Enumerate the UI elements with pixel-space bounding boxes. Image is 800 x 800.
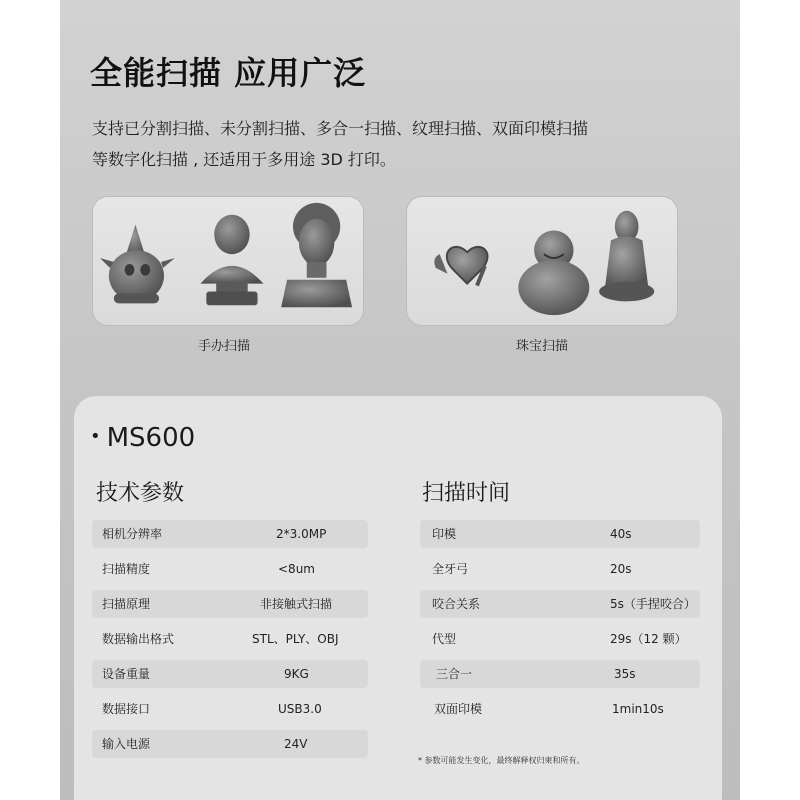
table-row	[92, 695, 368, 723]
table-row	[420, 625, 700, 653]
scan-value: 1min10s	[612, 702, 664, 716]
scan-label: 咬合关系	[432, 597, 481, 611]
intro-text	[92, 113, 588, 175]
model-name: MS600	[106, 423, 196, 453]
figurine-models-image	[93, 197, 363, 325]
scan-value: 35s	[614, 667, 636, 681]
spec-value: USB3.0	[278, 702, 322, 716]
page-headline: 全能扫描 应用广泛	[90, 54, 367, 92]
spec-label: 设备重量	[102, 667, 151, 681]
spec-label: 相机分辨率	[102, 527, 163, 541]
intro-line-2: 等数字化扫描 , 还适用于多用途 3D 打印。	[92, 150, 396, 169]
jewelry-models-image	[407, 197, 677, 325]
table-row	[92, 590, 368, 618]
model-title	[90, 423, 195, 453]
spec-label: 输入电源	[102, 737, 151, 751]
table-row	[420, 695, 700, 723]
table-row	[92, 555, 368, 583]
spec-label: 数据输出格式	[102, 632, 175, 646]
scan-time-title: 扫描时间	[422, 481, 511, 506]
spec-value: <8um	[278, 562, 315, 576]
table-row	[92, 625, 368, 653]
spec-value: 2*3.0MP	[276, 527, 327, 541]
footnote-disclaimer: * 参数可能发生变化，最终解释权归柬和所有。	[418, 756, 585, 765]
table-row	[92, 660, 368, 688]
spec-value: 非接触式扫描	[260, 597, 333, 611]
table-row	[420, 660, 700, 688]
table-row	[92, 520, 368, 548]
spec-value: 9KG	[284, 667, 309, 681]
scan-label: 全牙弓	[432, 562, 469, 576]
figurine-showcase-card	[92, 196, 364, 326]
spec-label: 扫描精度	[102, 562, 151, 576]
table-row	[420, 520, 700, 548]
spec-value: STL、PLY、OBJ	[252, 632, 339, 646]
scan-label: 印模	[432, 527, 457, 541]
table-row	[420, 555, 700, 583]
scan-label: 代型	[432, 632, 457, 646]
intro-line-1: 支持已分割扫描、未分割扫描、多合一扫描、纹理扫描、双面印模扫描	[92, 119, 589, 138]
jewelry-showcase-card	[406, 196, 678, 326]
scan-label: 三合一	[436, 667, 473, 681]
spec-label: 数据接口	[102, 702, 151, 716]
spec-label: 扫描原理	[102, 597, 151, 611]
figurine-caption: 手办扫描	[197, 339, 251, 354]
jewelry-caption: 珠宝扫描	[515, 339, 569, 354]
scan-value: 5s（手捏咬合）	[610, 597, 696, 611]
specs-title: 技术参数	[96, 481, 185, 506]
table-row	[92, 730, 368, 758]
spec-value: 24V	[284, 737, 308, 751]
scan-label: 双面印模	[434, 702, 483, 716]
scan-value: 20s	[610, 562, 632, 576]
scan-value: 29s（12 颗）	[610, 632, 687, 646]
table-row	[420, 590, 700, 618]
model-bullet: •	[90, 426, 101, 447]
scan-value: 40s	[610, 527, 632, 541]
